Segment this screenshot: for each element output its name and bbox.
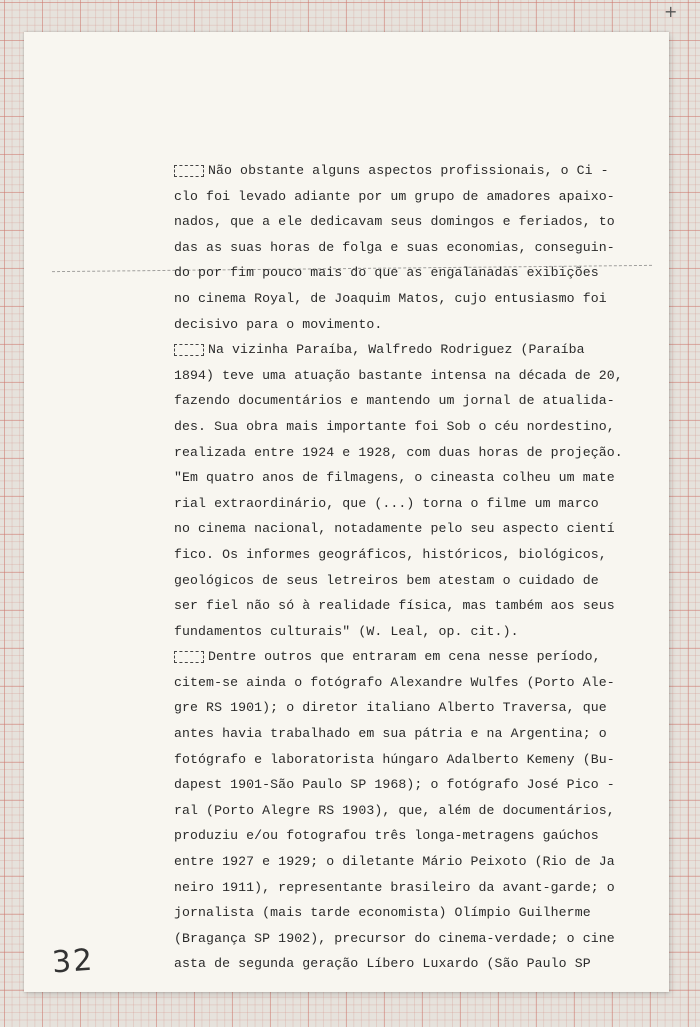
text-line: produziu e/ou fotografou três longa-metragens gaúchos <box>174 828 599 844</box>
text-line: rial extraordinário, que (...) torna o filme um marco <box>174 495 599 511</box>
text-line: Não obstante alguns aspectos profissionais, o Ci - <box>174 158 636 184</box>
text-line: do por fim pouco mais do que as engalanadas exibições <box>174 265 599 281</box>
paragraph-mark-icon <box>174 165 204 177</box>
text-line: ral (Porto Alegre RS 1903), que, além de documentários, <box>174 802 615 818</box>
text-line: geológicos de seus letreiros bem atestam o cuidado de <box>174 572 599 588</box>
text-line: (Bragança SP 1902), precursor do cinema-verdade; o cine <box>174 930 615 946</box>
text-line: fotógrafo e laboratorista húngaro Adalberto Kemeny (Bu- <box>174 751 615 767</box>
text-line: no cinema Royal, de Joaquim Matos, cujo entusiasmo foi <box>174 290 607 306</box>
text-line: gre RS 1901); o diretor italiano Alberto Traversa, que <box>174 700 607 716</box>
text-line: 1894) teve uma atuação bastante intensa na década de 20, <box>174 367 623 383</box>
text-line: Dentre outros que entraram em cena nesse período, <box>174 644 636 670</box>
paragraph-mark-icon <box>174 344 204 356</box>
text-line: realizada entre 1924 e 1928, com duas horas de projeção. <box>174 444 623 460</box>
text-line: citem-se ainda o fotógrafo Alexandre Wulfes (Porto Ale- <box>174 674 615 690</box>
text-line: clo foi levado adiante por um grupo de amadores apaixo- <box>174 188 615 204</box>
body-text <box>174 158 636 977</box>
text-line: antes havia trabalhado em sua pátria e na Argentina; o <box>174 726 607 742</box>
text-line: des. Sua obra mais importante foi Sob o céu nordestino, <box>174 418 615 434</box>
corner-mark: + <box>664 2 678 21</box>
text-line: fundamentos culturais" (W. Leal, op. cit.). <box>174 623 519 639</box>
text-line: Na vizinha Paraíba, Walfredo Rodriguez (Paraíba <box>174 337 636 363</box>
text-line: dapest 1901-São Paulo SP 1968); o fotógrafo José Pico - <box>174 777 615 793</box>
text-line: entre 1927 e 1929; o diletante Mário Peixoto (Rio de Ja <box>174 854 615 870</box>
text-line: das as suas horas de folga e suas economias, conseguin- <box>174 239 615 255</box>
text-line: jornalista (mais tarde economista) Olímpio Guilherme <box>174 905 591 921</box>
text-line: decisivo para o movimento. <box>174 316 383 332</box>
text-line: nados, que a ele dedicavam seus domingos e feriados, to <box>174 214 615 230</box>
text-line: fazendo documentários e mantendo um jornal de atualida- <box>174 393 615 409</box>
text-line: neiro 1911), representante brasileiro da avant-garde; o <box>174 879 615 895</box>
text-line: fico. Os informes geográficos, históricos, biológicos, <box>174 546 607 562</box>
paragraph-mark-icon <box>174 651 204 663</box>
text-line: ser fiel não só à realidade física, mas também aos seus <box>174 598 615 614</box>
text-line: asta de segunda geração Líbero Luxardo (São Paulo SP <box>174 956 591 972</box>
handwritten-page-number: 32 <box>50 942 96 981</box>
text-line: no cinema nacional, notadamente pelo seu aspecto cientí <box>174 521 615 537</box>
text-line: "Em quatro anos de filmagens, o cineasta colheu um mate <box>174 470 615 486</box>
